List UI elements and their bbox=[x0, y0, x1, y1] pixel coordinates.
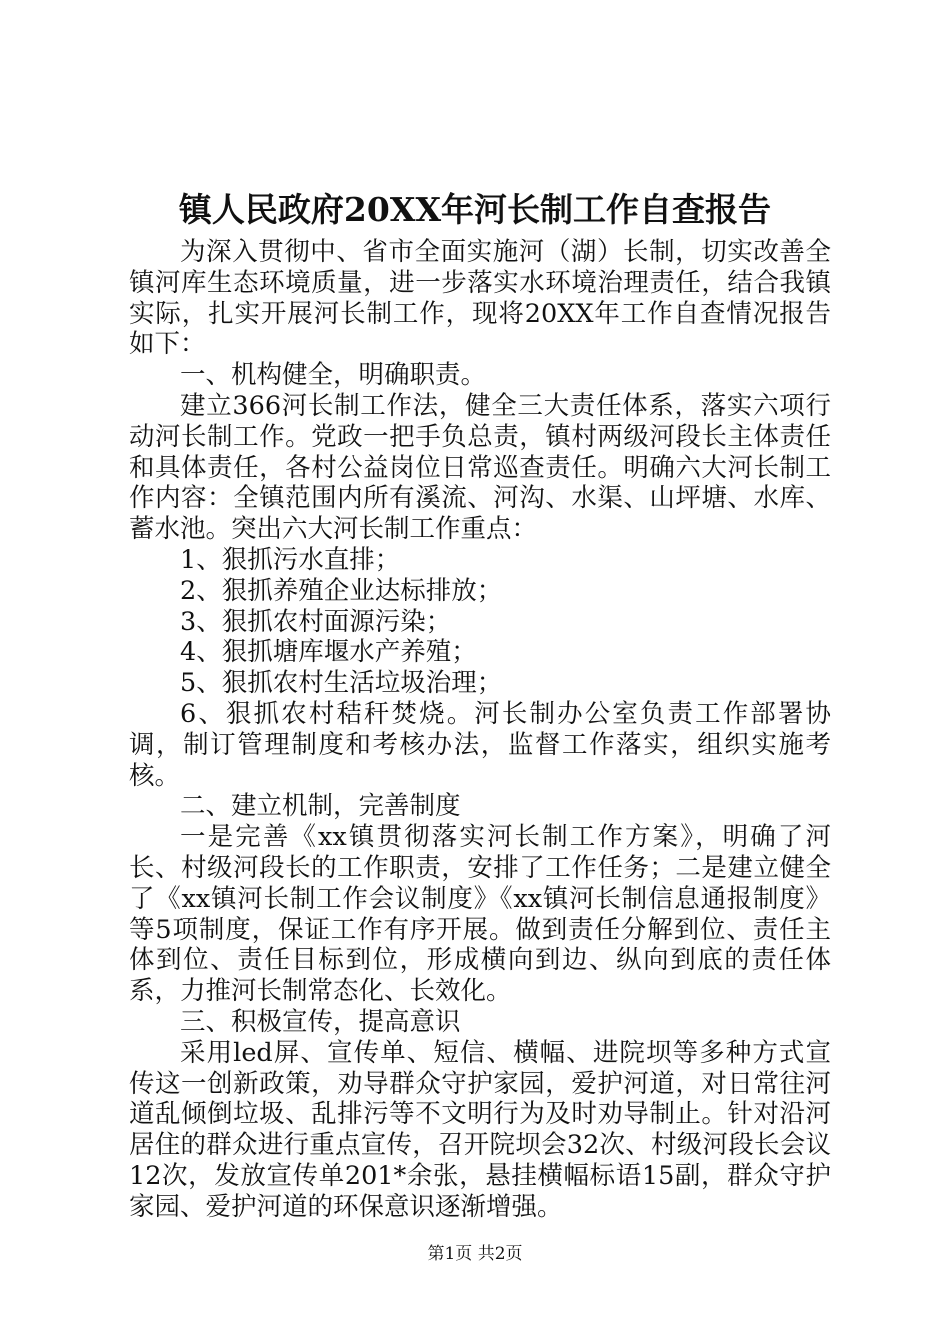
list-item-2: 2、狠抓养殖企业达标排放； bbox=[180, 575, 503, 606]
section-heading-1: 一、机构健全，明确职责。 bbox=[180, 360, 487, 391]
list-item-4: 4、狠抓塘库堰水产养殖； bbox=[180, 637, 477, 668]
document-title: 镇人民政府20XX年河长制工作自查报告 bbox=[178, 190, 772, 229]
paragraph-section-3: 采用led屏、宣传单、短信、横幅、进院坝等多种方式宣传这一创新政策，劝导群众守护家园，爱护河道，对日常往河道乱倾倒垃圾、乱排污等不文明行为及时劝导制止。针对沿河居住的群众进行重点宣传，召开院坝会32次、村级河段长会议12次，发放宣传单201*余张，悬挂横幅标语15副，群众守护家园、爱护河道的环保意识逐渐增强。 bbox=[129, 1037, 831, 1222]
list-item-1: 1、狠抓污水直排； bbox=[180, 544, 401, 575]
paragraph-section-1: 建立366河长制工作法，健全三大责任体系，落实六项行动河长制工作。党政一把手负总责，镇村两级河段长主体责任和具体责任，各村公益岗位日常巡查责任。明确六大河长制工作内容：全镇范围内所有溪流、河沟、水渠、山坪塘、水库、蓄水池。突出六大河长制工作重点： bbox=[129, 390, 831, 545]
paragraph-section-2: 一是完善《xx镇贯彻落实河长制工作方案》，明确了河长、村级河段长的工作职责，安排了工作任务；二是建立健全了《xx镇河长制工作会议制度》《xx镇河长制信息通报制度》等5项制度，保证工作有序开展。做到责任分解到位、责任主体到位、责任目标到位，形成横向到边、纵向到底的责任体系，力推河长制常态化、长效化。 bbox=[129, 822, 831, 1007]
section-heading-2: 二、建立机制，完善制度 bbox=[180, 791, 461, 822]
list-item-5: 5、狠抓农村生活垃圾治理； bbox=[180, 668, 503, 699]
page-number-footer: 第1页 共2页 bbox=[427, 1244, 523, 1264]
document-body bbox=[129, 237, 831, 1223]
list-item-6: 6、狠抓农村秸秆焚烧。河长制办公室负责工作部署协调，制订管理制度和考核办法，监督工作落实，组织实施考核。 bbox=[129, 698, 831, 791]
paragraph-intro: 为深入贯彻中、省市全面实施河（湖）长制，切实改善全镇河库生态环境质量，进一步落实水环境治理责任，结合我镇实际，扎实开展河长制工作，现将20XX年工作自查情况报告如下： bbox=[129, 237, 831, 360]
section-heading-3: 三、积极宣传，提高意识 bbox=[180, 1006, 461, 1037]
list-item-3: 3、狠抓农村面源污染； bbox=[180, 606, 452, 637]
